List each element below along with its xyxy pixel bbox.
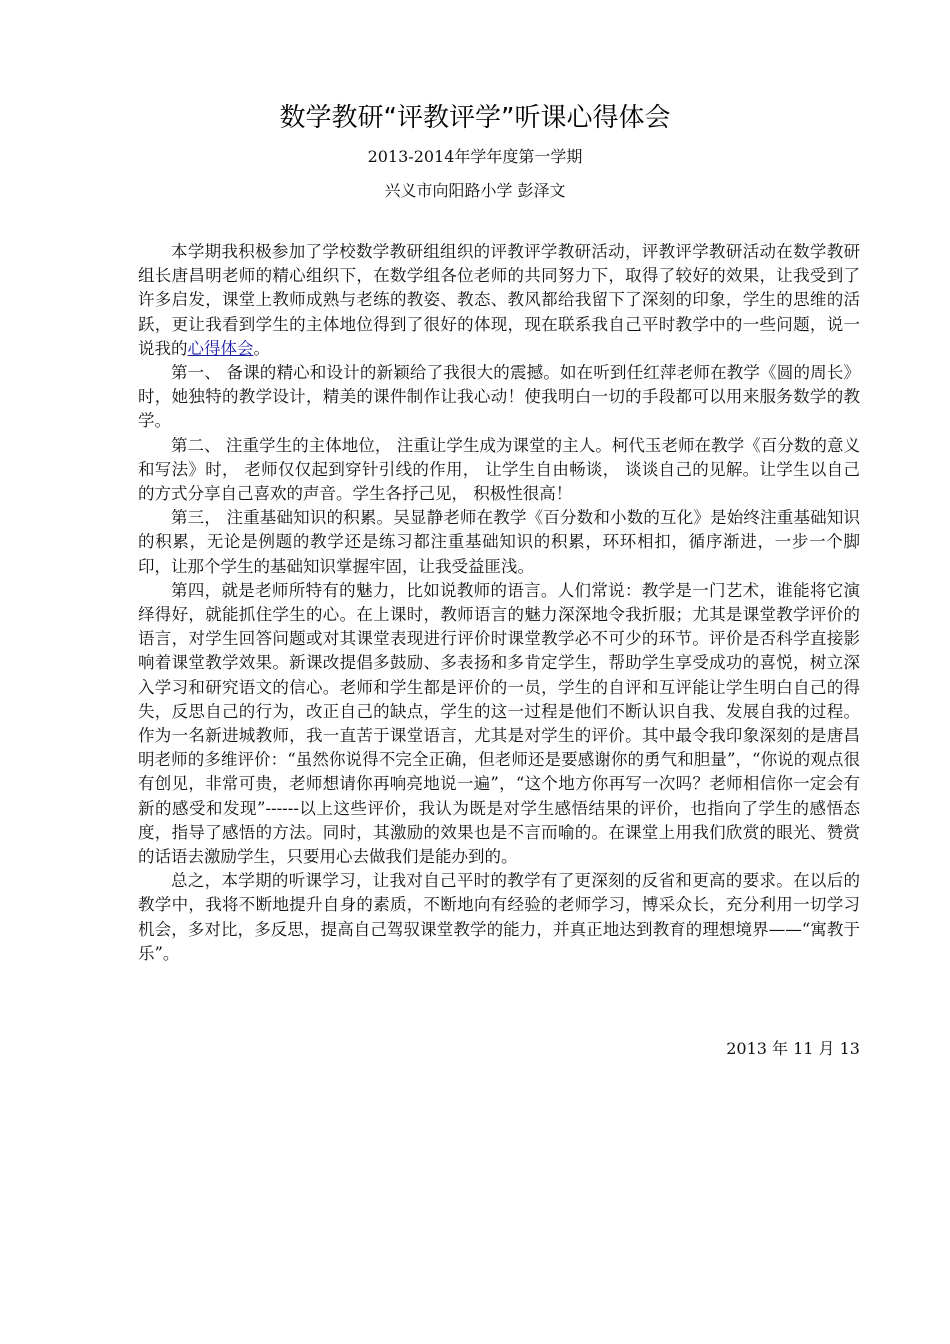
intro-text: 本学期我积极参加了学校数学教研组组织的评教评学教研活动，评教评学教研活动在数学教研组长唐昌明老师的精心组织下，在数学组各位老师的共同努力下，取得了较好的效果，让我受到了许多启发，课堂上教师成熟与老练的教姿、教态、教风都给我留下了深刻的印象，学生的思维的活跃，更让我看到学生的主体地位得到了很好的体现，现在联系我自己平时教学中的一些问题，说一说我的: [138, 242, 860, 358]
intro-paragraph: [138, 240, 860, 361]
document-title: 数学教研“评教评学”听课心得体会: [279, 103, 671, 133]
author-line: 兴义市向阳路小学 彭泽文: [384, 181, 566, 200]
document-body: [138, 240, 860, 966]
paragraph-fourth: 第四，就是老师所特有的魅力，比如说教师的语言。人们常说：教学是一门艺术，谁能将它演绎得好，就能抓住学生的心。在上课时，教师语言的魅力深深地令我折服；尤其是课堂教学评价的语言，对学生回答问题或对其课堂表现进行评价时课堂教学必不可少的环节。评价是否科学直接影响着课堂教学效果。新课改提倡多鼓励、多表扬和多肯定学生，帮助学生享受成功的喜悦，树立深入学习和研究语文的信心。老师和学生都是评价的一员，学生的自评和互评能让学生明白自己的得失，反思自己的行为，改正自己的缺点，学生的这一过程是他们不断认识自我、发展自我的过程。作为一名新进城教师，我一直苦于课堂语言，尤其是对学生的评价。其中最令我印象深刻的是唐昌明老师的多维评价：“虽然你说得不完全正确，但老师还是要感谢你的勇气和胆量”，“你说的观点很有创见，非常可贵，老师想请你再响亮地说一遍”，“这个地方你再写一次吗？老师相信你一定会有新的感受和发现”------以上这些评价，我认为既是对学生感悟结果的评价，也指向了学生的感悟态度，指导了感悟的方法。同时，其激励的效果也是不言而喻的。在课堂上用我们欣赏的眼光、赞赏的话语去激励学生，只要用心去做我们是能办到的。: [138, 580, 860, 867]
paragraph-conclusion: 总之，本学期的听课学习，让我对自己平时的教学有了更深刻的反省和更高的要求。在以后的教学中，我将不断地提升自身的素质，不断地向有经验的老师学习，博采众长，充分利用一切学习机会，多对比，多反思，提高自己驾驭课堂教学的能力，并真正地达到教育的理想境界——“寓教于乐”。: [138, 871, 860, 963]
paragraph-third: 第三， 注重基础知识的积累。吴显静老师在教学《百分数和小数的互化》是始终注重基础知识的积累，无论是例题的教学还是练习都注重基础知识的积累，环环相扣，循序渐进，一步一个脚印，让那个学生的基础知识掌握牢固，让我受益匪浅。: [138, 508, 860, 576]
xinde-tihui-link[interactable]: 心得体会: [187, 338, 254, 358]
paragraph-second: 第二、 注重学生的主体地位， 注重让学生成为课堂的主人。柯代玉老师在教学《百分数的意义和写法》时， 老师仅仅起到穿针引线的作用， 让学生自由畅谈， 谈谈自己的见解。让学生以自己的方式分享自己喜欢的声音。学生各抒己见， 积极性很高！: [138, 435, 860, 504]
document-date: 2013 年 11 月 13: [726, 1039, 860, 1058]
intro-end: 。: [253, 338, 270, 358]
paragraph-first: 第一、 备课的精心和设计的新颖给了我很大的震撼。如在听到任红萍老师在教学《圆的周长》时，她独特的教学设计，精美的课件制作让我心动！使我明白一切的手段都可以用来服务数学的教学。: [138, 363, 860, 431]
term-subtitle: 2013-2014年学年度第一学期: [367, 147, 583, 166]
